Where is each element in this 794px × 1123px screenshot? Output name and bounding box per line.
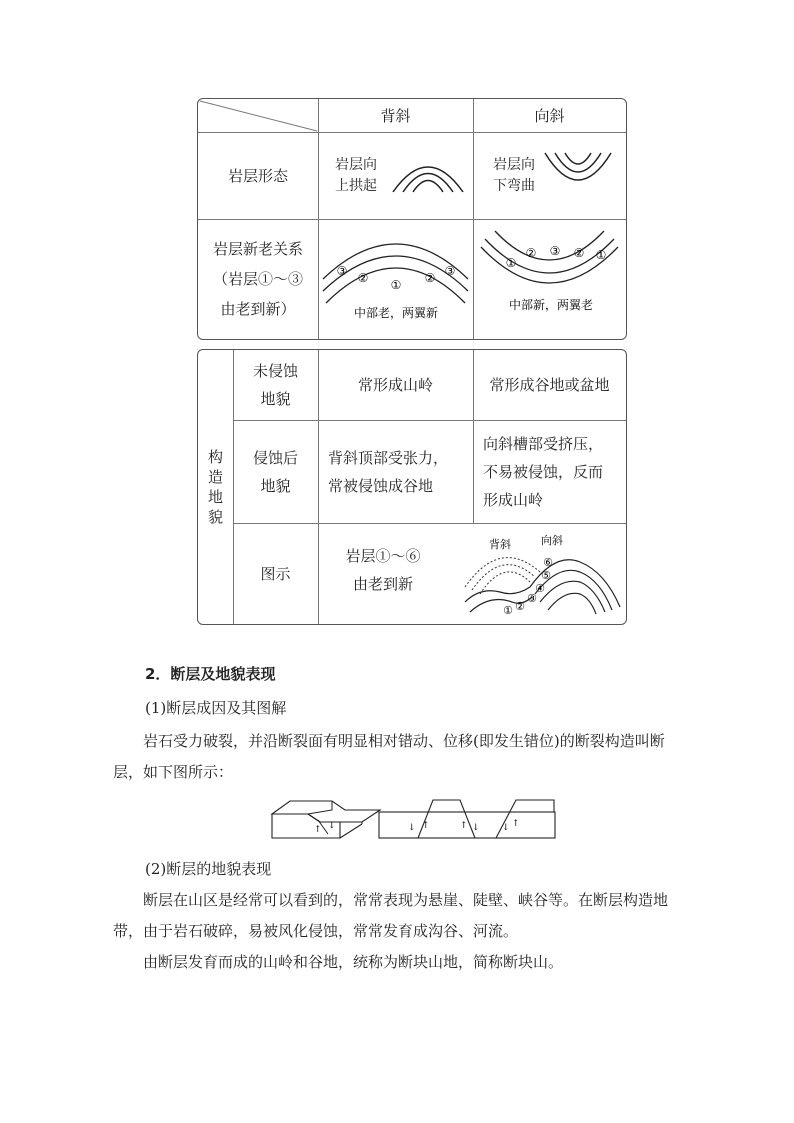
svg-text:↑: ↑ xyxy=(512,819,520,829)
header-anticline: 背斜 xyxy=(380,106,411,125)
note-line: 由老到新 xyxy=(352,575,413,593)
layer-label: ② xyxy=(515,600,525,613)
eroded-anticline xyxy=(318,420,473,523)
row-label-rock-shape: 岩层形态 xyxy=(227,166,288,185)
anticline-shape-note xyxy=(326,151,386,201)
fault-block-diagram xyxy=(270,798,380,840)
header-syncline: 向斜 xyxy=(534,106,565,125)
layer-label: ③ xyxy=(527,592,537,605)
svg-text:↑: ↑ xyxy=(314,825,322,835)
anticline-caption: 中部老，两翼新 xyxy=(353,306,439,320)
layer-label: ① xyxy=(595,248,607,262)
label-line: 地貌 xyxy=(260,476,291,495)
layer-label: ② xyxy=(357,271,369,285)
layer-label: ⑤ xyxy=(541,569,551,582)
layer-label: ① xyxy=(503,604,513,617)
label-line: 侵蚀后 xyxy=(252,448,298,467)
side-label-landform xyxy=(198,350,233,624)
uneroded-anticline: 常形成山岭 xyxy=(357,376,433,394)
svg-text:↑: ↑ xyxy=(422,821,430,831)
text-line: 常被侵蚀成谷地 xyxy=(328,476,434,495)
uneroded-syncline: 常形成谷地或盆地 xyxy=(489,376,610,394)
row-label-uneroded xyxy=(233,350,318,420)
svg-text:↓: ↓ xyxy=(472,823,480,833)
layer-label: ③ xyxy=(444,264,456,278)
note-line: 岩层向 xyxy=(493,157,535,173)
syncline-caption: 中部新，两翼老 xyxy=(508,298,594,312)
layer-label: ① xyxy=(390,278,402,292)
layer-label: ② xyxy=(424,271,436,285)
label-line: 岩层新老关系 xyxy=(212,240,303,258)
diagram-label-anticline: 背斜 xyxy=(489,538,511,551)
svg-text:↓: ↓ xyxy=(408,823,416,833)
side-char: 构 xyxy=(207,448,223,466)
note-line: 上拱起 xyxy=(335,178,377,194)
landform-table xyxy=(197,349,627,625)
syncline-shape-diagram xyxy=(543,149,613,199)
paragraph-fault-definition: 岩石受力破裂，并沿断裂面有明显相对错动、位移(即发生错位)的断裂构造叫断层，如下图所示： xyxy=(113,732,665,781)
syncline-shape-note xyxy=(484,151,544,201)
text-line: 向斜槽部受挤压， xyxy=(483,434,604,453)
syncline-age-diagram xyxy=(473,219,626,339)
anticline-age-diagram xyxy=(318,219,473,339)
subheading-fault-landform: (2)断层的地貌表现 xyxy=(145,860,272,878)
eroded-syncline xyxy=(473,420,626,523)
svg-text:↓: ↓ xyxy=(328,821,336,831)
illustration-note xyxy=(328,540,438,600)
paragraph-block-mountain: 由断层发育而成的山岭和谷地，统称为断块山地，简称断块山。 xyxy=(143,953,564,971)
layer-label: ③ xyxy=(549,244,561,258)
note-line: 下弯曲 xyxy=(493,178,535,194)
text-line: 形成山岭 xyxy=(483,490,544,509)
text-line: 背斜顶部受张力， xyxy=(328,448,449,467)
label-line: 地貌 xyxy=(260,390,291,408)
layer-label: ① xyxy=(505,256,517,270)
note-line: 岩层向 xyxy=(335,157,377,173)
row-label-eroded xyxy=(233,420,318,523)
side-char: 造 xyxy=(207,468,223,486)
row-label-age-relation xyxy=(198,219,318,339)
label-line: 由老到新） xyxy=(220,300,296,318)
row-label-illustration: 图示 xyxy=(260,564,291,583)
layer-label: ② xyxy=(573,246,585,260)
fault-profile-diagram xyxy=(378,798,556,840)
fold-erosion-diagram xyxy=(460,532,626,622)
header-diagonal xyxy=(198,99,318,132)
diagram-label-syncline: 向斜 xyxy=(541,534,563,547)
layer-label: ③ xyxy=(336,264,348,278)
layer-label: ⑥ xyxy=(543,556,553,569)
label-line: 未侵蚀 xyxy=(252,362,298,380)
note-line: 岩层①～⑥ xyxy=(345,547,421,565)
svg-text:↑: ↑ xyxy=(460,821,468,831)
svg-text:↓: ↓ xyxy=(502,823,510,833)
subheading-fault-cause: (1)断层成因及其图解 xyxy=(145,699,287,717)
text-line: 不易被侵蚀，反而 xyxy=(483,462,604,481)
section-heading: 2．断层及地貌表现 xyxy=(145,665,276,683)
fold-structure-table xyxy=(197,98,627,340)
anticline-shape-diagram xyxy=(388,147,468,197)
side-char: 地 xyxy=(207,488,223,506)
layer-label: ④ xyxy=(535,582,545,595)
side-char: 貌 xyxy=(207,508,223,526)
layer-label: ② xyxy=(525,246,537,260)
label-line: （岩层①～③ xyxy=(212,270,303,288)
paragraph-fault-landform: 断层在山区是经常可以看到的，常常表现为悬崖、陡壁、峡谷等。在断层构造地带，由于岩石破碎，易被风化侵蚀，常常发育成沟谷、河流。 xyxy=(113,891,669,940)
